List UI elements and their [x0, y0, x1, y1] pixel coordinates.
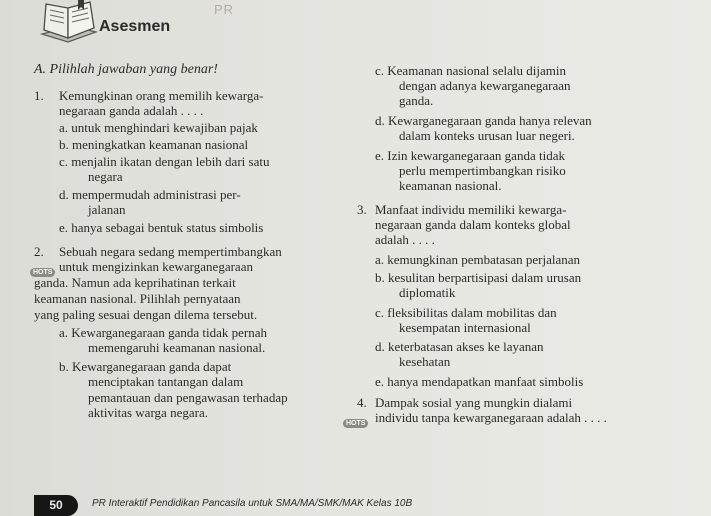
q2-option-e-line2: perlu mempertimbangkan risiko: [399, 163, 566, 178]
q2-number: 2.: [34, 244, 44, 259]
q3-option-b-line2: diplomatik: [399, 285, 456, 300]
q2-option-a-line2: memengaruhi keamanan nasional.: [88, 340, 266, 355]
q1-number: 1.: [34, 88, 44, 103]
q2-option-d-line1: d. Kewarganegaraan ganda hanya relevan: [375, 113, 592, 128]
q3-number: 3.: [357, 202, 367, 217]
q3-option-d-line1: d. keterbatasan akses ke layanan: [375, 339, 544, 354]
page-number: 50: [34, 495, 78, 516]
q4-hots-badge: HOTS: [343, 412, 368, 430]
q1-stem-line1: Kemungkinan orang memilih kewarga-: [59, 88, 264, 103]
q3-stem-line1: Manfaat individu memiliki kewarga-: [375, 202, 567, 217]
q3-option-c-line1: c. fleksibilitas dalam mobilitas dan: [375, 305, 557, 320]
q1-stem-line2: negaraan ganda adalah . . . .: [59, 103, 204, 118]
q1-option-e: e. hanya sebagai bentuk status simbolis: [59, 220, 264, 235]
q2-option-d-line2: dalam konteks urusan luar negeri.: [399, 128, 575, 143]
q4-number: 4.: [357, 395, 367, 410]
q3-option-a: a. kemungkinan pembatasan perjalanan: [375, 252, 581, 267]
q3-option-c-line2: kesempatan internasional: [399, 320, 531, 335]
q2-option-c-line3: ganda.: [399, 93, 434, 108]
q2-stem-line1: Sebuah negara sedang mempertimbangkan: [59, 244, 282, 259]
pencil-note: PR: [214, 2, 235, 17]
q2-option-b-line4: aktivitas warga negara.: [88, 405, 208, 420]
section-heading: A. Pilihlah jawaban yang benar!: [34, 62, 218, 77]
q2-option-b-line3: pemantauan dan pengawasan terhadap: [88, 390, 288, 405]
q3-stem-line2: negaraan ganda dalam konteks global: [375, 217, 571, 232]
q2-option-b-line1: b. Kewarganegaraan ganda dapat: [59, 359, 232, 374]
page-title: Asesmen: [99, 18, 171, 35]
footer-book-title: PR Interaktif Pendidikan Pancasila untuk SMA/MA/SMK/MAK Kelas 10B: [92, 498, 413, 509]
q1-option-a: a. untuk menghindari kewajiban pajak: [59, 120, 258, 135]
q2-stem-line4: keamanan nasional. Pilihlah pernyataan: [34, 291, 241, 306]
q4-stem-line2: individu tanpa kewarganegaraan adalah . . . .: [375, 410, 607, 425]
q1-option-c-line2: negara: [88, 169, 123, 184]
q1-option-d-line1: d. mempermudah administrasi per-: [59, 187, 241, 202]
q2-option-e-line3: keamanan nasional.: [399, 178, 502, 193]
open-book-icon: [38, 0, 100, 46]
q2-stem-line3: ganda. Namun ada keprihatinan terkait: [34, 275, 236, 290]
q3-stem-line3: adalah . . . .: [375, 232, 435, 247]
q2-option-e-line1: e. Izin kewarganegaraan ganda tidak: [375, 148, 565, 163]
q1-option-d-line2: jalanan: [88, 202, 126, 217]
q2-stem-line5: yang paling sesuai dengan dilema tersebut.: [34, 307, 258, 322]
q2-option-b-line2: menciptakan tantangan dalam: [88, 374, 244, 389]
q2-option-c-line1: c. Keamanan nasional selalu dijamin: [375, 63, 566, 78]
q3-option-b-line1: b. kesulitan berpartisipasi dalam urusan: [375, 270, 582, 285]
q3-option-e: e. hanya mendapatkan manfaat simbolis: [375, 374, 584, 389]
q4-stem-line1: Dampak sosial yang mungkin dialami: [375, 395, 573, 410]
q2-stem-line2: untuk mengizinkan kewarganegaraan: [59, 259, 253, 274]
q1-option-b: b. meningkatkan keamanan nasional: [59, 137, 249, 152]
q1-option-c-line1: c. menjalin ikatan dengan lebih dari satu: [59, 154, 270, 169]
q3-option-d-line2: kesehatan: [399, 354, 451, 369]
q2-option-a-line1: a. Kewarganegaraan ganda tidak pernah: [59, 325, 268, 340]
q2-option-c-line2: dengan adanya kewarganegaraan: [399, 78, 571, 93]
q2-hots-badge: HOTS: [30, 261, 55, 279]
